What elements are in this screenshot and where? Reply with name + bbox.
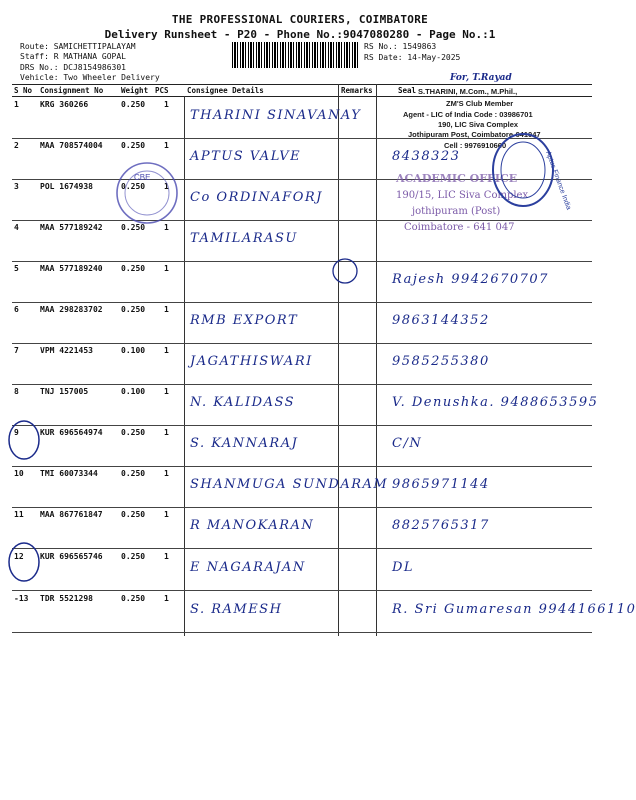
- row-pcs: 1: [164, 552, 169, 561]
- row-separator: [12, 261, 592, 262]
- row-separator: [12, 343, 592, 344]
- row-consignment-no: TDR 5521298: [40, 594, 93, 603]
- stamp-cell: Cell : 9976910660: [444, 141, 507, 150]
- row-consignment-no: TMI 60073344: [40, 469, 98, 478]
- row-separator: [12, 590, 592, 591]
- runsheet-subtitle: Delivery Runsheet - P20 - Phone No.:9047080280 - Page No.:1: [104, 28, 496, 41]
- row-receiver-handwriting: 8825765317: [392, 518, 490, 533]
- col-header-sno: S No: [14, 86, 33, 95]
- row-separator: [12, 425, 592, 426]
- rs-number: RS No.: 1549863: [364, 42, 437, 51]
- row-receiver-handwriting: C/N: [392, 436, 423, 451]
- col-header-seal: Seal: [398, 86, 417, 95]
- row-receiver-handwriting: R. Sri Gumaresan 9944166110: [392, 602, 636, 617]
- row-sno: 6: [14, 305, 19, 314]
- row-sno: 8: [14, 387, 19, 396]
- row-pcs: 1: [164, 305, 169, 314]
- runsheet-title: THE PROFESSIONAL COURIERS, COIMBATORE: [171, 13, 429, 26]
- row-9-circle-mark: [6, 418, 42, 462]
- row-weight: 0.250: [121, 428, 146, 437]
- row-weight: 0.250: [121, 594, 146, 603]
- row-separator: [12, 220, 592, 221]
- row-receiver-handwriting: DL: [392, 560, 415, 575]
- drs-number: DRS No.: DCJ8154986301: [20, 63, 126, 72]
- row-receiver-handwriting: 9585255380: [392, 354, 490, 369]
- row-consignment-no: VPM 4221453: [40, 346, 93, 355]
- row-consignment-no: MAA 298283702: [40, 305, 103, 314]
- row-consignee-handwriting: S. RAMESH: [190, 602, 283, 617]
- row-receiver-handwriting: Rajesh 9942670707: [392, 272, 549, 287]
- row-sno: 2: [14, 141, 19, 150]
- row-12-circle-mark: [6, 540, 42, 584]
- aptus-round-seal: [488, 130, 572, 211]
- row-pcs: 1: [164, 594, 169, 603]
- row-sno: 12: [14, 552, 24, 561]
- row-sno: 3: [14, 182, 19, 191]
- purple-stamp-line3: jothipuram (Post): [412, 206, 501, 217]
- row-consignee-handwriting: APTUS VALVE: [190, 149, 302, 164]
- stamp-address2: Jothipuram Post, Coimbatore-641047: [408, 130, 541, 139]
- row-weight: 0.250: [121, 182, 146, 191]
- row-pcs: 1: [164, 264, 169, 273]
- row-consignment-no: KRG 360266: [40, 100, 89, 109]
- purple-stamp-line1: ACADEMIC OFFICE: [396, 172, 518, 185]
- row-receiver-handwriting: 9865971144: [392, 477, 490, 492]
- row-5-circle-mark: [330, 254, 360, 288]
- row-consignee-handwriting: SHANMUGA SUNDARAM: [190, 477, 389, 492]
- row-pcs: 1: [164, 223, 169, 232]
- seal-column-divider: [376, 84, 377, 636]
- row-sno: 9: [14, 428, 19, 437]
- row-consignment-no: MAA 867761847: [40, 510, 103, 519]
- row-pcs: 1: [164, 182, 169, 191]
- row-consignee-handwriting: THARINI SINAVANAY: [190, 108, 362, 123]
- stamp-address1: 190, LIC Siva Complex: [438, 120, 519, 129]
- row-pcs: 1: [164, 428, 169, 437]
- cbe-seal-text: CBE: [134, 173, 151, 182]
- row-pcs: 1: [164, 387, 169, 396]
- row-consignee-handwriting: N. KALIDASS: [190, 395, 296, 410]
- row-weight: 0.250: [121, 100, 146, 109]
- row-sno: 11: [14, 510, 24, 519]
- vehicle-label: Vehicle: Two Wheeler Delivery: [20, 73, 160, 82]
- row-consignment-no: KUR 696564974: [40, 428, 103, 437]
- row-separator: [12, 384, 592, 385]
- row-separator: [12, 632, 592, 633]
- row-pcs: 1: [164, 469, 169, 478]
- row-pcs: 1: [164, 510, 169, 519]
- row-separator: [12, 548, 592, 549]
- barcode-image: [232, 42, 358, 68]
- staff-label: Staff: R MATHANA GOPAL: [20, 52, 126, 61]
- row-consignee-handwriting: Co ORDINAFORJ: [190, 190, 323, 205]
- consignee-column-divider: [184, 96, 185, 636]
- stamp-agent: Agent - LIC of India Code : 03986701: [403, 110, 533, 119]
- purple-stamp-line4: Coimbatore - 641 047: [404, 222, 515, 233]
- row-consignment-no: TNJ 157005: [40, 387, 89, 396]
- col-header-weight: Weight: [121, 86, 149, 95]
- row-consignment-no: MAA 577189242: [40, 223, 103, 232]
- row-receiver-handwriting: V. Denushka. 9488653595: [392, 395, 599, 410]
- stamp-for-line: For, T.Rayad: [450, 73, 512, 83]
- row-receiver-handwriting: 9863144352: [392, 313, 490, 328]
- row-sno: 10: [14, 469, 24, 478]
- remarks-column-divider: [338, 84, 339, 636]
- row-weight: 0.100: [121, 346, 146, 355]
- row-consignee-handwriting: RMB EXPORT: [190, 313, 299, 328]
- row-weight: 0.250: [121, 141, 146, 150]
- row-consignee-handwriting: JAGATHISWARI: [190, 354, 313, 369]
- row-weight: 0.100: [121, 387, 146, 396]
- row-pcs: 1: [164, 141, 169, 150]
- row-sno: 1: [14, 100, 19, 109]
- row-weight: 0.250: [121, 510, 146, 519]
- col-header-consignment: Consignment No: [40, 86, 104, 95]
- row-weight: 0.250: [121, 264, 146, 273]
- row-sno: 7: [14, 346, 19, 355]
- row-separator: [12, 507, 592, 508]
- row-consignment-no: MAA 708574004: [40, 141, 103, 150]
- row-consignee-handwriting: E NAGARAJAN: [190, 560, 306, 575]
- stamp-name: S.THARINI, M.Com., M.Phil.,: [418, 87, 518, 96]
- row-weight: 0.250: [121, 552, 146, 561]
- row-weight: 0.250: [121, 223, 146, 232]
- table-top-rule: [12, 84, 592, 85]
- col-header-remarks: Remarks: [341, 86, 373, 95]
- row-consignee-handwriting: S. KANNARAJ: [190, 436, 299, 451]
- row-consignee-handwriting: R MANOKARAN: [190, 518, 315, 533]
- row-consignment-no: POL 1674938: [40, 182, 93, 191]
- col-header-consignee: Consignee Details: [187, 86, 264, 95]
- row-separator: [12, 466, 592, 467]
- row-weight: 0.250: [121, 305, 146, 314]
- row-sno: 4: [14, 223, 19, 232]
- route-label: Route: SAMICHETTIPALAYAM: [20, 42, 136, 51]
- rs-date: RS Date: 14-May-2025: [364, 53, 461, 62]
- col-header-pcs: PCS: [155, 86, 169, 95]
- row-sno: -13: [14, 594, 29, 603]
- row-consignee-handwriting: TAMILARASU: [190, 231, 298, 246]
- row-pcs: 1: [164, 100, 169, 109]
- aptus-seal-text: Aptus Finance India: [544, 150, 572, 211]
- row-receiver-handwriting: 8438323: [392, 149, 461, 164]
- row-sno: 5: [14, 264, 19, 273]
- row-pcs: 1: [164, 346, 169, 355]
- table-header-rule: [12, 96, 592, 97]
- row-consignment-no: MAA 577189240: [40, 264, 103, 273]
- purple-stamp-line2: 190/15, LIC Siva Complex: [396, 190, 529, 201]
- row-consignment-no: KUR 696565746: [40, 552, 103, 561]
- stamp-club: ZM'S Club Member: [446, 99, 514, 108]
- row-separator: [12, 302, 592, 303]
- row-weight: 0.250: [121, 469, 146, 478]
- cbe-round-seal: [112, 158, 182, 228]
